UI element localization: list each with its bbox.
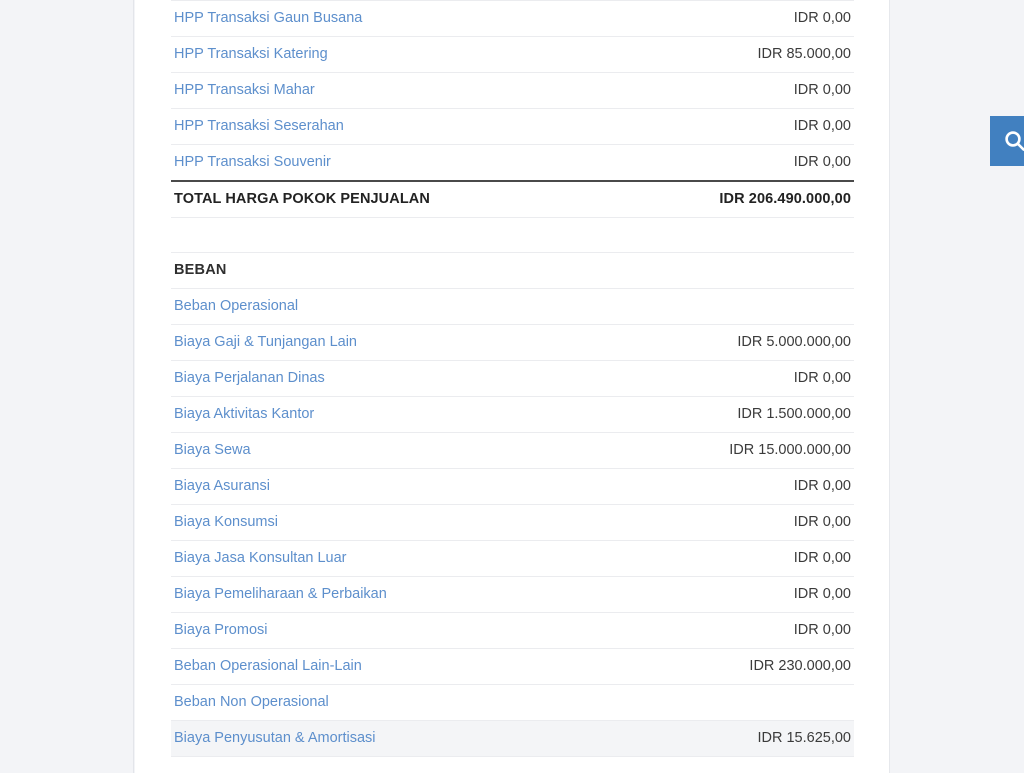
account-link[interactable]: Biaya Konsumsi (174, 514, 278, 530)
report-total-row (171, 181, 854, 218)
account-link[interactable]: HPP Transaksi Gaun Busana (174, 10, 363, 26)
account-name-cell (171, 289, 584, 325)
account-link[interactable]: Biaya Gaji & Tunjangan Lain (174, 334, 357, 350)
left-sidebar-gutter (0, 0, 134, 773)
account-name-cell (171, 145, 584, 182)
report-account-row[interactable] (171, 721, 854, 757)
row-label-cell: TOTAL HARGA POKOK PENJUALAN (171, 181, 584, 218)
amount-cell (584, 289, 854, 325)
account-name-cell (171, 649, 584, 685)
report-group-row[interactable] (171, 289, 854, 325)
search-icon (1002, 128, 1024, 154)
amount-cell: IDR 0,00 (584, 145, 854, 182)
account-name-cell (171, 577, 584, 613)
account-link[interactable]: Beban Non Operasional (174, 694, 329, 710)
account-name-cell (171, 1, 584, 37)
account-link[interactable]: Beban Operasional Lain-Lain (174, 658, 362, 674)
report-account-row[interactable] (171, 325, 854, 361)
search-button[interactable] (990, 116, 1024, 166)
report-account-row[interactable] (171, 73, 854, 109)
account-name-cell (171, 109, 584, 145)
account-name-cell (171, 721, 584, 757)
amount-cell: IDR 230.000,00 (584, 649, 854, 685)
account-name-cell (171, 397, 584, 433)
report-account-row[interactable] (171, 37, 854, 73)
report-spacer-row (171, 218, 854, 253)
account-name-cell (171, 685, 584, 721)
report-table-body (171, 0, 854, 757)
account-name-cell (171, 325, 584, 361)
report-account-row[interactable] (171, 541, 854, 577)
account-name-cell (171, 541, 584, 577)
account-link[interactable]: HPP Transaksi Souvenir (174, 154, 331, 170)
account-name-cell (171, 613, 584, 649)
account-link[interactable]: HPP Transaksi Seserahan (174, 118, 344, 134)
amount-cell: IDR 206.490.000,00 (584, 181, 854, 218)
amount-cell: IDR 15.000.000,00 (584, 433, 854, 469)
amount-cell: IDR 0,00 (584, 505, 854, 541)
account-link[interactable]: Biaya Asuransi (174, 478, 270, 494)
account-link[interactable]: Biaya Perjalanan Dinas (174, 370, 325, 386)
amount-cell: IDR 5.000.000,00 (584, 325, 854, 361)
amount-cell: IDR 15.625,00 (584, 721, 854, 757)
account-link[interactable]: Biaya Promosi (174, 622, 268, 638)
account-name-cell (171, 37, 584, 73)
amount-cell: IDR 0,00 (584, 361, 854, 397)
report-account-row[interactable] (171, 613, 854, 649)
report-group-row[interactable] (171, 685, 854, 721)
account-link[interactable]: Biaya Sewa (174, 442, 251, 458)
report-account-row[interactable] (171, 397, 854, 433)
report-account-row[interactable] (171, 109, 854, 145)
account-link[interactable]: Biaya Jasa Konsultan Luar (174, 550, 347, 566)
report-account-row[interactable] (171, 505, 854, 541)
report-account-row[interactable] (171, 361, 854, 397)
row-label-cell: BEBAN (171, 253, 584, 289)
report-account-row[interactable] (171, 145, 854, 182)
account-name-cell (171, 469, 584, 505)
amount-cell: IDR 0,00 (584, 109, 854, 145)
amount-cell: IDR 0,00 (584, 1, 854, 37)
account-name-cell (171, 73, 584, 109)
account-link[interactable]: HPP Transaksi Katering (174, 46, 328, 62)
report-account-row[interactable] (171, 1, 854, 37)
report-section-header (171, 253, 854, 289)
row-label-cell (171, 218, 584, 253)
account-link[interactable]: HPP Transaksi Mahar (174, 82, 315, 98)
account-link[interactable]: Biaya Penyusutan & Amortisasi (174, 730, 376, 746)
amount-cell: IDR 0,00 (584, 577, 854, 613)
amount-cell (584, 218, 854, 253)
amount-cell: IDR 0,00 (584, 469, 854, 505)
account-name-cell (171, 433, 584, 469)
account-link[interactable]: Beban Operasional (174, 298, 299, 314)
amount-cell: IDR 0,00 (584, 541, 854, 577)
account-link[interactable]: Biaya Aktivitas Kantor (174, 406, 315, 422)
amount-cell: IDR 0,00 (584, 613, 854, 649)
report-account-row[interactable] (171, 649, 854, 685)
account-link[interactable]: Biaya Pemeliharaan & Perbaikan (174, 586, 387, 602)
report-account-row[interactable] (171, 469, 854, 505)
amount-cell: IDR 1.500.000,00 (584, 397, 854, 433)
report-account-row[interactable] (171, 433, 854, 469)
report-content-card (135, 0, 890, 773)
amount-cell: IDR 85.000,00 (584, 37, 854, 73)
amount-cell (584, 253, 854, 289)
amount-cell (584, 685, 854, 721)
amount-cell: IDR 0,00 (584, 73, 854, 109)
account-name-cell (171, 505, 584, 541)
report-account-row[interactable] (171, 577, 854, 613)
profit-loss-report-table (171, 0, 854, 757)
account-name-cell (171, 361, 584, 397)
